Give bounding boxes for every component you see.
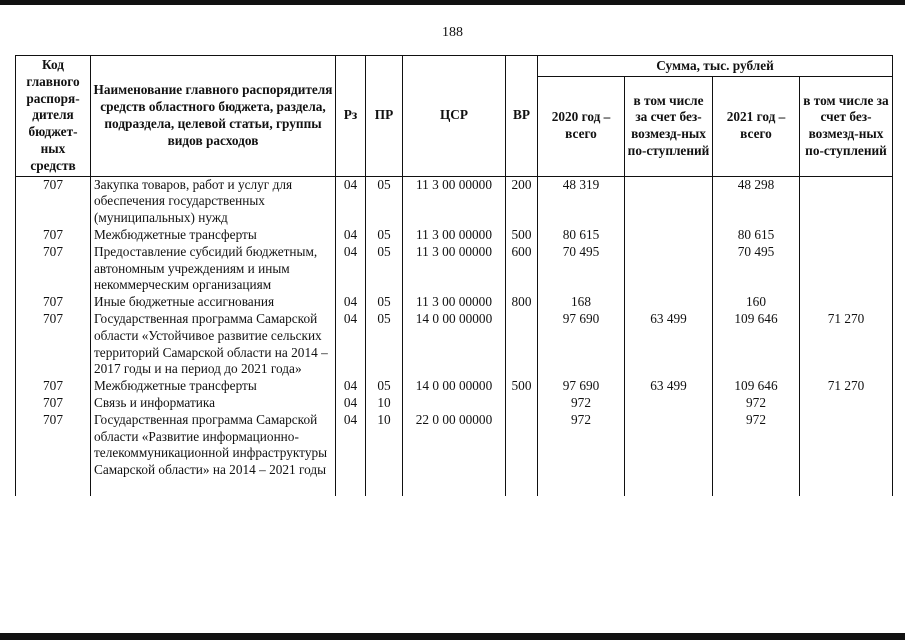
cell-rz: 04 <box>336 378 366 395</box>
cell-2021-total: 109 646 <box>713 311 800 378</box>
cell-vr: 800 <box>506 294 538 311</box>
cell-2020-total: 972 <box>538 412 625 496</box>
cell-2020-total: 70 495 <box>538 244 625 294</box>
header-rz: Рз <box>336 56 366 177</box>
cell-vr: 500 <box>506 227 538 244</box>
cell-rz: 04 <box>336 294 366 311</box>
cell-2020-total: 168 <box>538 294 625 311</box>
cell-2020-free: 63 499 <box>625 311 713 378</box>
cell-csr <box>403 395 506 412</box>
cell-2020-total: 80 615 <box>538 227 625 244</box>
cell-code: 707 <box>16 395 91 412</box>
cell-2020-total: 48 319 <box>538 176 625 227</box>
cell-2020-total: 97 690 <box>538 378 625 395</box>
cell-2021-total: 972 <box>713 412 800 496</box>
table-row <box>16 294 893 311</box>
cell-2020-total: 97 690 <box>538 311 625 378</box>
header-2021-total: 2021 год – всего <box>713 77 800 177</box>
cell-2020-free <box>625 176 713 227</box>
cell-csr: 14 0 00 00000 <box>403 311 506 378</box>
cell-2021-free <box>800 227 893 244</box>
table-row <box>16 395 893 412</box>
cell-vr: 500 <box>506 378 538 395</box>
bottom-border-bar <box>0 633 905 640</box>
cell-name: Закупка товаров, работ и услуг для обеспечения государственных (муниципальных) нужд <box>91 176 336 227</box>
table-row <box>16 311 893 378</box>
cell-2021-free: 71 270 <box>800 378 893 395</box>
cell-csr: 11 3 00 00000 <box>403 294 506 311</box>
cell-vr <box>506 395 538 412</box>
cell-2021-free <box>800 412 893 496</box>
cell-2021-free <box>800 294 893 311</box>
cell-code: 707 <box>16 311 91 378</box>
header-name: Наименование главного распорядителя средств областного бюджета, раздела, подраздела, целевой статьи, группы видов расходов <box>91 56 336 177</box>
cell-pr: 05 <box>366 311 403 378</box>
header-2021-free: в том числе за счет без-возмезд-ных по-ступлений <box>800 77 893 177</box>
cell-pr: 05 <box>366 227 403 244</box>
cell-name: Иные бюджетные ассигнования <box>91 294 336 311</box>
cell-2021-total: 972 <box>713 395 800 412</box>
cell-name: Связь и информатика <box>91 395 336 412</box>
cell-2020-free <box>625 294 713 311</box>
cell-rz: 04 <box>336 244 366 294</box>
header-csr: ЦСР <box>403 56 506 177</box>
header-code: Код главного распоря-дителя бюджет-ных средств <box>16 56 91 177</box>
cell-code: 707 <box>16 227 91 244</box>
table-row <box>16 227 893 244</box>
cell-rz: 04 <box>336 412 366 496</box>
table-row <box>16 412 893 496</box>
cell-csr: 22 0 00 00000 <box>403 412 506 496</box>
top-border-bar <box>0 0 905 5</box>
cell-name: Межбюджетные трансферты <box>91 378 336 395</box>
header-2020-free: в том числе за счет без-возмезд-ных по-ступлений <box>625 77 713 177</box>
cell-vr: 600 <box>506 244 538 294</box>
cell-rz: 04 <box>336 176 366 227</box>
cell-name: Предоставление субсидий бюджетным, автономным учреждениям и иным некоммерческим организациям <box>91 244 336 294</box>
cell-vr <box>506 311 538 378</box>
cell-csr: 11 3 00 00000 <box>403 176 506 227</box>
cell-pr: 05 <box>366 294 403 311</box>
cell-2021-free <box>800 244 893 294</box>
cell-pr: 05 <box>366 176 403 227</box>
budget-table <box>15 55 893 496</box>
header-vr: ВР <box>506 56 538 177</box>
cell-rz: 04 <box>336 311 366 378</box>
cell-2020-total: 972 <box>538 395 625 412</box>
cell-name: Государственная программа Самарской области «Развитие информационно-телекоммуникационной инфраструктуры Самарской области» на 2014 – 2021 годы <box>91 412 336 496</box>
cell-code: 707 <box>16 294 91 311</box>
cell-vr: 200 <box>506 176 538 227</box>
page-number: 188 <box>442 25 463 40</box>
cell-csr: 14 0 00 00000 <box>403 378 506 395</box>
cell-2021-free: 71 270 <box>800 311 893 378</box>
cell-pr: 05 <box>366 378 403 395</box>
cell-code: 707 <box>16 378 91 395</box>
cell-2020-free: 63 499 <box>625 378 713 395</box>
cell-pr: 10 <box>366 412 403 496</box>
cell-pr: 05 <box>366 244 403 294</box>
cell-rz: 04 <box>336 395 366 412</box>
cell-code: 707 <box>16 244 91 294</box>
cell-code: 707 <box>16 412 91 496</box>
table-row <box>16 176 893 227</box>
cell-rz: 04 <box>336 227 366 244</box>
cell-2021-total: 70 495 <box>713 244 800 294</box>
cell-2020-free <box>625 227 713 244</box>
cell-vr <box>506 412 538 496</box>
cell-2020-free <box>625 244 713 294</box>
cell-code: 707 <box>16 176 91 227</box>
cell-2021-total: 48 298 <box>713 176 800 227</box>
header-2020-total: 2020 год – всего <box>538 77 625 177</box>
header-sum: Сумма, тыс. рублей <box>538 56 893 77</box>
header-pr: ПР <box>366 56 403 177</box>
cell-2021-total: 109 646 <box>713 378 800 395</box>
cell-2021-total: 160 <box>713 294 800 311</box>
cell-name: Межбюджетные трансферты <box>91 227 336 244</box>
cell-2021-free <box>800 395 893 412</box>
cell-csr: 11 3 00 00000 <box>403 227 506 244</box>
cell-2021-free <box>800 176 893 227</box>
cell-2020-free <box>625 395 713 412</box>
cell-2020-free <box>625 412 713 496</box>
cell-2021-total: 80 615 <box>713 227 800 244</box>
table-row <box>16 244 893 294</box>
cell-name: Государственная программа Самарской области «Устойчивое развитие сельских территорий Самарской области на 2014 – 2017 годы и на период до 2021 года» <box>91 311 336 378</box>
table-row <box>16 378 893 395</box>
cell-pr: 10 <box>366 395 403 412</box>
cell-csr: 11 3 00 00000 <box>403 244 506 294</box>
